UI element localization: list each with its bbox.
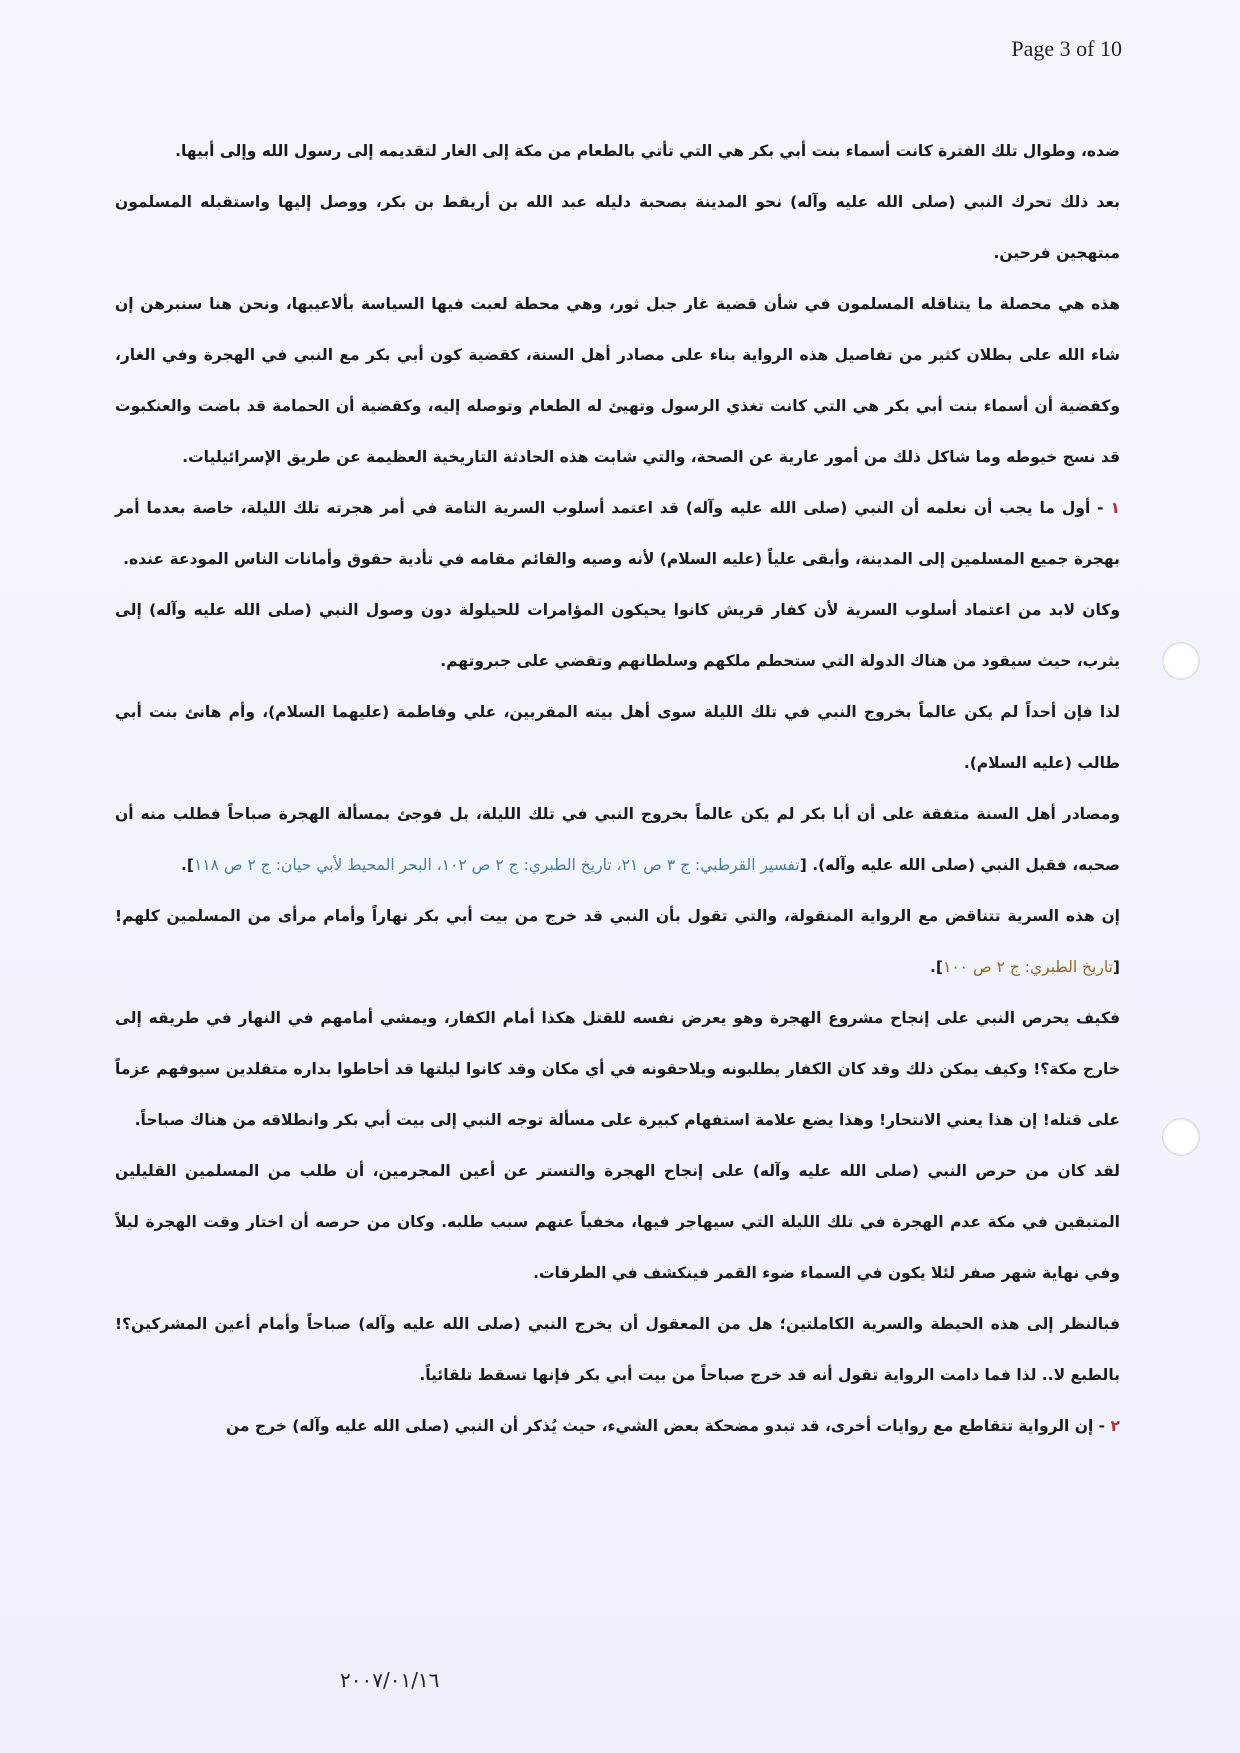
- paragraph: بعد ذلك تحرك النبي (صلى الله عليه وآله) نحو المدينة بصحبة دليله عبد الله بن أريقط بن بكر، ووصل إليها واستقبله المسلمون مبتهجين فرحين.: [115, 193, 1120, 262]
- paragraph: وكان لابد من اعتماد أسلوب السرية لأن كفار قريش كانوا يحيكون المؤامرات للحيلولة دون وصول النبي (صلى الله عليه وآله) إلى يثرب، حيث سيقود من هناك الدولة التي ستحطم ملكهم وسلطانهم وتقضي على جبروتهم.: [115, 601, 1120, 670]
- paragraph: لذا فإن أحداً لم يكن عالماً بخروج النبي في تلك الليلة سوى أهل بيته المقربين، علي وفاطمة (عليهما السلام)، وأم هانئ بنت أبي طالب (عليه السلام).: [115, 703, 1120, 772]
- paragraph: فبالنظر إلى هذه الحيطة والسرية الكاملتين؛ هل من المعقول أن يخرج النبي (صلى الله عليه وآله) صباحاً وأمام أعين المشركين؟! بالطبع لا.. لذا فما دامت الرواية تقول أنه قد خرج صباحاً من بيت أبي بكر فإنها تسقط تلقائياً.: [115, 1315, 1120, 1384]
- point-number: ٢: [1110, 1417, 1120, 1435]
- numbered-point-1: [115, 483, 1120, 585]
- paragraph: ضده، وطوال تلك الفترة كانت أسماء بنت أبي بكر هي التي تأتي بالطعام من مكة إلى الغار لتقديمه إلى رسول الله وإلى أبيها.: [175, 142, 1120, 160]
- point-number: ١: [1110, 499, 1120, 517]
- paragraph-with-citation: [115, 789, 1120, 891]
- citation: تفسير القرطبي: ج ٣ ص ٢١، تاريخ الطبري: ج ٢ ص ١٠٢، البحر المحيط لأبي حيان: ج ٢ ص ١١٨: [193, 856, 800, 874]
- document-body: [115, 126, 1120, 1452]
- paragraph-with-citation: [115, 891, 1120, 993]
- paragraph: لقد كان من حرص النبي (صلى الله عليه وآله) على إنجاح الهجرة والتستر عن أعين المجرمين، أن طلب من المسلمين القليلين المتبقين في مكة عدم الهجرة في تلك الليلة التي سيهاجر فيها، مخفياً عنهم سبب طلبه. وكان من حرصه أن اختار وقت الهجرة ليلاً وفي نهاية شهر صفر لئلا يكون في السماء ضوء القمر فينكشف في الطرقات.: [115, 1162, 1120, 1282]
- paragraph: هذه هي محصلة ما يتناقله المسلمون في شأن قضية غار جبل ثور، وهي محطة لعبت فيها السياسة بألاعيبها، ونحن هنا سنبرهن إن شاء الله على بطلان كثير من تفاصيل هذه الرواية بناء على مصادر أهل السنة، كقضية كون أبي بكر مع النبي في الهجرة وفي الغار، وكقضية أن أسماء بنت أبي بكر هي التي كانت تغذي الرسول وتهيئ له الطعام وتوصله إليه، وكقضية أن الحمامة قد باضت والعنكبوت قد نسج خيوطه وما شاكل ذلك من أمور عارية عن الصحة، والتي شابت هذه الحادثة التاريخية العظيمة عن طريق الإسرائيليات.: [115, 295, 1120, 466]
- citation-close: ].: [930, 958, 944, 976]
- page-number: Page 3 of 10: [1011, 36, 1122, 61]
- paragraph-text: ومصادر أهل السنة متفقة على أن أبا بكر لم يكن عالماً بخروج النبي في تلك الليلة، بل فوجئ بمسألة الهجرة صباحاً فطلب منه أن صحبه، فقبل النبي (صلى الله عليه وآله). [: [115, 805, 1120, 874]
- point-text: - إن الرواية تتقاطع مع روايات أخرى، قد تبدو مضحكة بعض الشيء، حيث يُذكر أن النبي (صلى الله عليه وآله) خرج من: [225, 1417, 1106, 1435]
- punch-hole: [1162, 642, 1200, 680]
- citation-close: ].: [180, 856, 194, 874]
- point-text: - أول ما يجب أن نعلمه أن النبي (صلى الله عليه وآله) قد اعتمد أسلوب السرية التامة في أمر هجرته تلك الليلة، خاصة بعدما أمر بهجرة جميع المسلمين إلى المدينة، وأبقى علياً (عليه السلام) لأنه وصيه والقائم مقامه في تأدية حقوق وأمانات الناس المودعة عنده.: [115, 499, 1120, 568]
- numbered-point-2: [115, 1401, 1120, 1452]
- footer-date: ٢٠٠٧/٠١/١٦: [340, 1668, 440, 1692]
- punch-hole: [1162, 1118, 1200, 1156]
- citation: تاريخ الطبري: ج ٢ ص ١٠٠: [943, 958, 1113, 976]
- paragraph-text: إن هذه السرية تتناقض مع الرواية المنقولة، والتي تقول بأن النبي قد خرج من بيت أبي بكر نهاراً وأمام مرأى من المسلمين كلهم! [: [115, 907, 1120, 976]
- paragraph: فكيف يحرص النبي على إنجاح مشروع الهجرة وهو يعرض نفسه للقتل هكذا أمام الكفار، ويمشي أمامهم في النهار في طريقه إلى خارج مكة؟! وكيف يمكن ذلك وقد كان الكفار يطلبونه ويلاحقونه في أي مكان وقد كانوا ليلتها قد أحاطوا بداره متقلدين سيوفهم عزماً على قتله! إن هذا يعني الانتحار! وهذا يضع علامة استفهام كبيرة على مسألة توجه النبي إلى بيت أبي بكر وانطلاقه من هناك صباحاً.: [115, 1009, 1120, 1129]
